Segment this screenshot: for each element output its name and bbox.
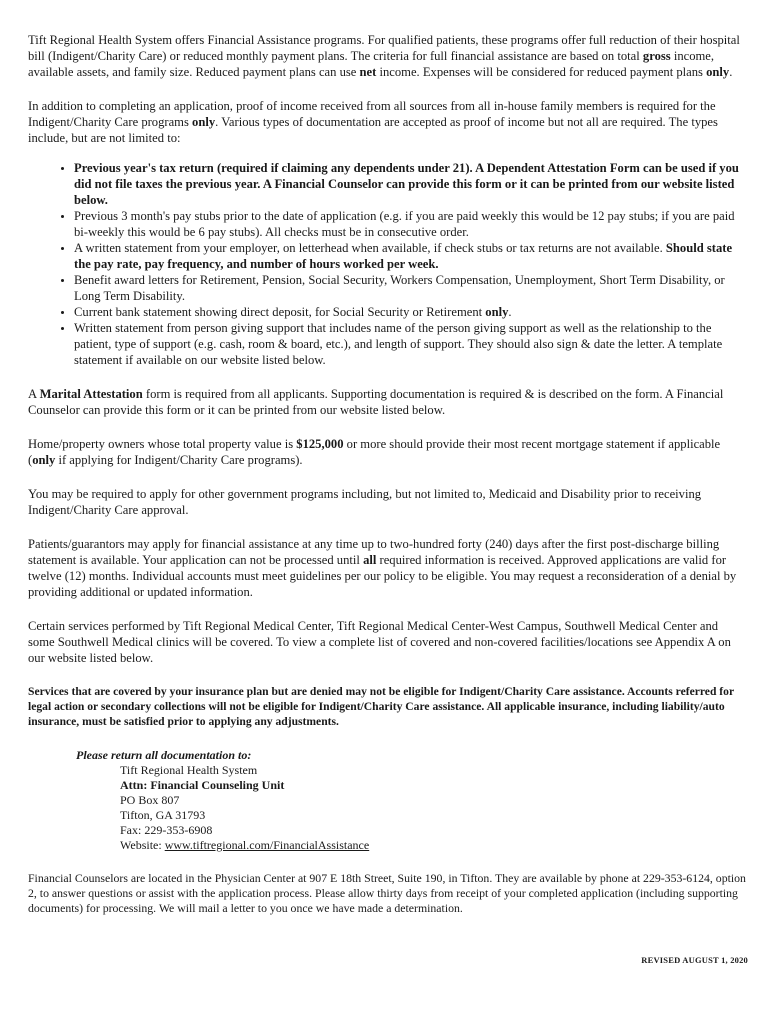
intro-paragraph: Tift Regional Health System offers Financial Assistance programs. For qualified patients, these programs offer full reduction of their hospital bill (Indigent/Charity Care) or reduced monthly payment plans. The criteria for full financial assistance are based on total gross income, available assets, and family size. Reduced payment plans can use net income. Expenses will be considered for reduced payment plans only. — [28, 33, 740, 79]
address-org: Tift Regional Health System — [120, 763, 258, 777]
address-fax: Fax: 229-353-6908 — [120, 823, 213, 837]
list-item: • Written statement from person giving support that includes name of the person giving support as well as the relationship to the patient, type of support (e.g. cash, room & board, etc.), and length of support. They should also sign & date the letter. A template statement if available on our website listed below. — [74, 320, 746, 368]
counselor-footer: Financial Counselors are located in the Physician Center at 907 E 18th Street, Suite 190, in Tifton. They are available by phone at 229-353-6124, option 2, to answer questions or assist with the application process. Please allow thirty days from receipt of your completed application (including supporting documents) for processing. We will mail a letter to you once we have made a determination. — [28, 871, 746, 915]
list-item: • Previous 3 month's pay stubs prior to the date of application (e.g. if you are paid weekly this would be 12 pay stubs; if you are paid bi-weekly this would be 6 pay stubs). All checks must be in consecutive order. — [74, 208, 746, 240]
return-heading: Please return all documentation to: — [76, 748, 252, 762]
list-item: • Benefit award letters for Retirement, Pension, Social Security, Workers Compensation, Unemployment, Short Term Disability, or Long Term Disability. — [74, 272, 746, 304]
list-item: • Previous year's tax return (required if claiming any dependents under 21). A Dependent Attestation Form can be used if you did not file taxes the previous year. A Financial Counselor can provide this form or it can be printed from our website listed below. — [74, 160, 746, 208]
government-programs-paragraph: You may be required to apply for other government programs including, but not limited to, Medicaid and Disability prior to receiving Indigent/Charity Care approval. — [28, 487, 702, 517]
revised-date: REVISED AUGUST 1, 2020 — [641, 955, 748, 965]
application-timing-paragraph: Patients/guarantors may apply for financial assistance at any time up to two-hundred forty (240) days after the first post-discharge billing statement is available. Your application can not be processed until all required information is received. Approved applications are valid for twelve (12) months. Individual accounts must meet guidelines per our policy to be eligible. You may request a reconsideration of a denial by providing additional or updated information. — [28, 537, 737, 599]
website-link[interactable]: www.tiftregional.com/FinancialAssistance — [164, 838, 370, 852]
documentation-list — [28, 160, 746, 368]
address-attn: Attn: Financial Counseling Unit — [120, 778, 285, 792]
proof-of-income-paragraph: In addition to completing an application, proof of income received from all sources from all in-house family members is required for the Indigent/Charity Care programs only. Various types of documentation are accepted as proof of income but not all are required. The types include, but are not limited to: — [28, 99, 718, 145]
list-item: • Current bank statement showing direct deposit, for Social Security or Retirement only. — [74, 304, 746, 320]
property-paragraph: Home/property owners whose total property value is $125,000 or more should provide their most recent mortgage statement if applicable (only if applying for Indigent/Charity Care programs). — [28, 437, 721, 467]
list-item: • A written statement from your employer, on letterhead when available, if check stubs or tax returns are not available. Should state the pay rate, pay frequency, and number of hours worked per week. — [74, 240, 746, 272]
document-body — [28, 32, 746, 916]
address-box: PO Box 807 — [120, 793, 180, 807]
address-website: Website: www.tiftregional.com/FinancialAssistance — [120, 838, 370, 852]
return-address — [120, 763, 746, 853]
covered-services-paragraph: Certain services performed by Tift Regional Medical Center, Tift Regional Medical Center-West Campus, Southwell Medical Center and some Southwell Medical clinics will be covered. To view a complete list of covered and non-covered facilities/locations see Appendix A on our website listed below. — [28, 619, 731, 665]
insurance-note: Services that are covered by your insurance plan but are denied may not be eligible for Indigent/Charity Care assistance. Accounts referred for legal action or secondary collections will not be eligible for Indigent/Charity Care assistance. All applicable insurance, including liability/auto insurance, must be satisfied prior to applying any adjustments. — [28, 685, 734, 728]
address-city: Tifton, GA 31793 — [120, 808, 206, 822]
marital-attestation-paragraph: A Marital Attestation form is required from all applicants. Supporting documentation is required & is described on the form. A Financial Counselor can provide this form or it can be printed from our website listed below. — [28, 387, 724, 417]
